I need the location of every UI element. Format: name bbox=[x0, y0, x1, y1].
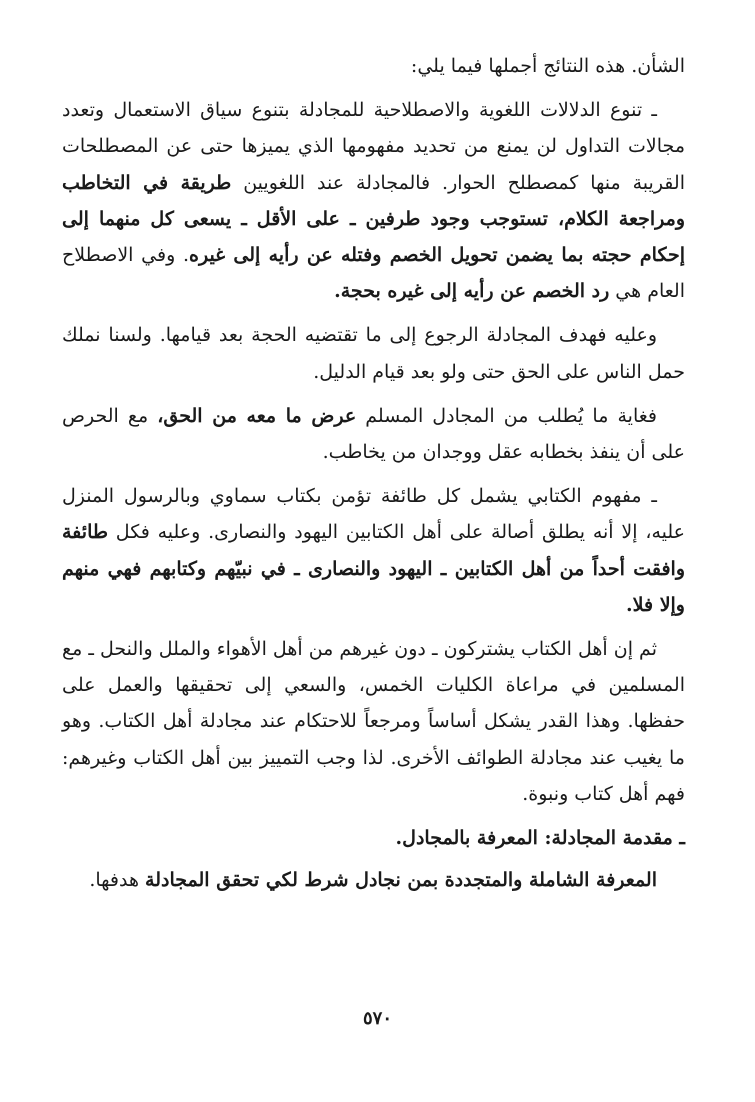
paragraph-goal-text: وعليه فهدف المجادلة الرجوع إلى ما تقتضيه الحجة بعد قيامها. ولسنا نملك حمل الناس على الحق حتى ولو بعد قيام الدليل. bbox=[62, 324, 685, 383]
paragraph-aim-text-1: فغاية ما يُطلب من المجادل المسلم bbox=[356, 404, 657, 427]
paragraph-definition bbox=[62, 92, 685, 309]
paragraph-aim-bold: عرض ما معه من الحق، bbox=[157, 404, 357, 427]
paragraph-definition-text-1: ـ تنوع الدلالات اللغوية والاصطلاحية للمجادلة بتنوع سياق الاستعمال وتعدد مجالات التداول لن يمنع من تحديد مفهومها الذي يميزها حتى عن المصطلحات القريبة منها كمصطلح الحوار. فالمجادلة عند اللغويين bbox=[62, 99, 685, 194]
paragraph-knowledge bbox=[62, 862, 685, 898]
paragraph-intro-text: الشأن. هذه النتائج أجملها فيما يلي: bbox=[410, 55, 685, 77]
paragraph-definition-bold-2: رد الخصم عن رأيه إلى غيره بحجة. bbox=[334, 280, 610, 303]
section-heading bbox=[62, 820, 685, 856]
paragraph-scripture-text: ـ مفهوم الكتابي يشمل كل طائفة تؤمن بكتاب سماوي وبالرسول المنزل عليه، إلا أنه يطلق أصالة على أهل الكتابين اليهود والنصارى. وعليه فكل bbox=[62, 485, 685, 544]
paragraph-knowledge-text: هدفها. bbox=[89, 869, 146, 892]
paragraph-definition-bold-1: طريقة في التخاطب ومراجعة الكلام، تستوجب وجود طرفين ـ على الأقل ـ يسعى كل منهما إلى إحكام حجته بما يضمن تحويل الخصم وفتله عن رأيه إلى غيره bbox=[62, 171, 685, 267]
section-heading-text: ـ مقدمة المجادلة: المعرفة بالمجادل. bbox=[395, 827, 685, 850]
paragraph-knowledge-bold: المعرفة الشاملة والمتجددة بمن نجادل شرط لكي تحقق المجادلة bbox=[145, 869, 657, 892]
paragraph-scripture-bold: طائفة وافقت أحداً من أهل الكتابين ـ اليهود والنصارى ـ في نبيّهم وكتابهم فهي منهم وإلا فلا. bbox=[62, 521, 685, 616]
paragraph-aim-text-2: مع الحرص على أن ينفذ بخطابه عقل ووجدان من يخاطب. bbox=[62, 404, 685, 464]
paragraph-intro bbox=[62, 48, 685, 84]
paragraph-definition-text-2: . وفي الاصطلاح العام هي bbox=[62, 244, 685, 303]
paragraph-aim bbox=[62, 398, 685, 470]
page-number: ٥٧٠ bbox=[362, 1008, 392, 1029]
paragraph-scripture bbox=[62, 478, 685, 623]
paragraph-common-ground-text: ثم إن أهل الكتاب يشتركون ـ دون غيرهم من أهل الأهواء والملل والنحل ـ مع المسلمين في مراعاة الكليات الخمس، والسعي إلى تحقيقها والعمل على حفظها. وهذا القدر يشكل أساساً ومرجعاً للاحتكام عند مجادلة أهل الكتاب. وهو ما يغيب عند مجادلة الطوائف الأخرى. لذا وجب التمييز بين أهل الكتاب وغيرهم: فهم أهل كتاب ونبوة. bbox=[62, 638, 685, 805]
paragraph-common-ground bbox=[62, 631, 685, 812]
paragraph-goal bbox=[62, 317, 685, 389]
